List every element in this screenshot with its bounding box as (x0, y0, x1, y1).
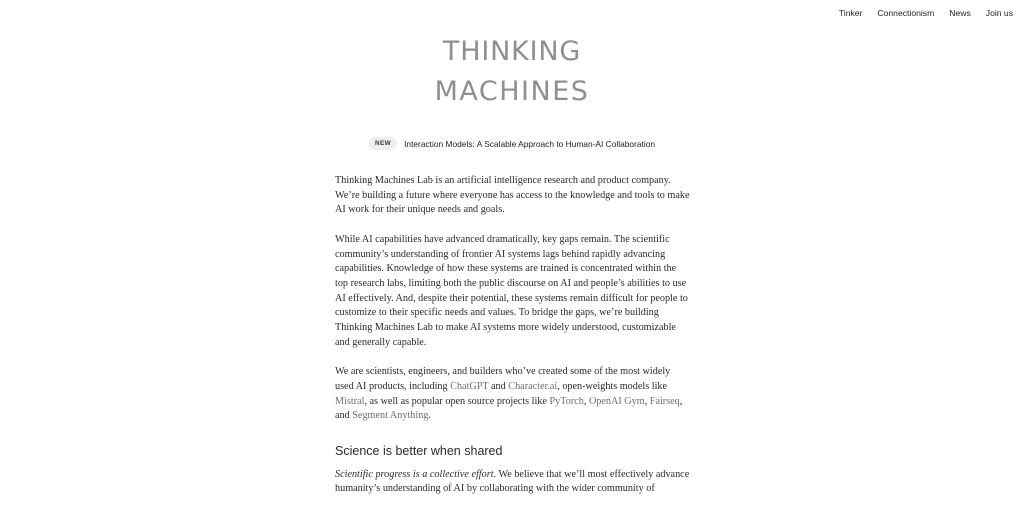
mission-paragraph: While AI capabilities have advanced dramatically, key gaps remain. The scientific community’s understanding of frontier AI systems lags behind rapidly advancing capabilities. Knowledge of how these systems are trained is concentrated within the top research labs, limiting both the public discourse on AI and people’s abilities to use AI effectively. And, despite their potential, these systems remain difficult for people to customize to their specific needs and values. To bridge the gaps, we’re building Thinking Machines Lab to make AI systems more widely understood, customizable and generally capable. (335, 233, 688, 348)
logo-line-thinking: THINKING (442, 36, 582, 67)
nav-link-tinker[interactable]: Tinker (838, 8, 863, 18)
team-text-8: . (428, 410, 431, 422)
team-text-6: , (644, 395, 650, 407)
link-fairseq[interactable]: Fairseq (649, 395, 680, 407)
nav-link-news[interactable]: News (949, 8, 971, 18)
announcement-banner (0, 137, 1024, 150)
team-text-5: , (583, 395, 589, 407)
logo-line-machines: MACHINES (434, 76, 590, 107)
team-text-3: , open-weights models like (557, 380, 668, 392)
link-characterai[interactable]: Character.ai (508, 380, 558, 392)
team-text-2: and (488, 380, 509, 392)
team-text-4: , as well as popular open source projects like (364, 395, 550, 407)
link-segment-anything[interactable]: Segment Anything (352, 410, 429, 422)
science-emphasis: Scientific progress is a collective effort (335, 468, 494, 480)
team-text-1: We are scientists, engineers, and builders who’ve created some of the most widely used AI products, including (335, 366, 671, 392)
intro-paragraph: Thinking Machines Lab is an artificial intelligence research and product company. We’re building a future where everyone has access to the knowledge and tools to make AI work for their unique needs and goals. (335, 175, 690, 216)
announcement-link[interactable]: Interaction Models: A Scalable Approach to Human-AI Collaboration (404, 138, 656, 149)
nav-link-connectionism[interactable]: Connectionism (877, 8, 935, 18)
link-mistral[interactable]: Mistral (335, 395, 365, 407)
science-paragraph (335, 468, 691, 497)
article-body (335, 174, 691, 506)
site-logo[interactable] (0, 38, 1024, 118)
section-heading-science: Science is better when shared (335, 443, 503, 458)
link-pytorch[interactable]: PyTorch (549, 395, 584, 407)
top-nav (824, 7, 1013, 19)
new-badge: NEW (369, 137, 397, 150)
science-text: . We believe that we’ll most effectively advance humanity’s understanding of AI by collaborating with the wider community of (335, 468, 690, 495)
team-text-7: , and (335, 395, 683, 422)
nav-link-join-us[interactable]: Join us (985, 8, 1013, 18)
link-chatgpt[interactable]: ChatGPT (450, 380, 489, 392)
link-openai-gym[interactable]: OpenAI Gym (588, 395, 645, 407)
team-paragraph (335, 365, 691, 424)
